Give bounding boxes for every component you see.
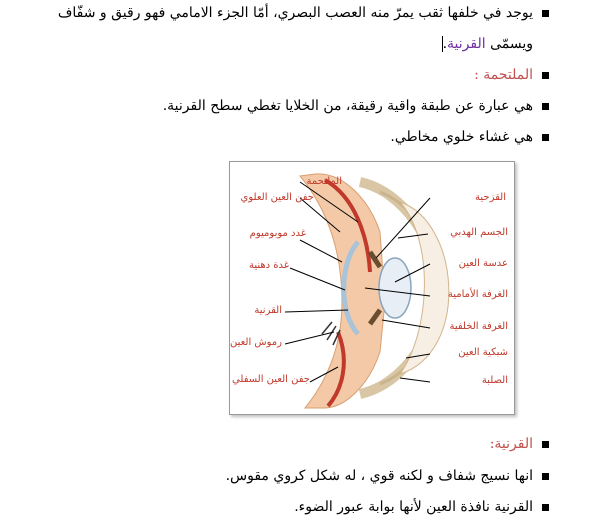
- bullet-icon: [542, 103, 549, 110]
- text-line-1: يوجد في خلفها ثقب يمرّ منه العصب البصري، أمّا الجزء الامامي فهو رقيق و شفّاف: [57, 5, 533, 21]
- figure-label-right-3: عدسة العين: [458, 258, 508, 269]
- bullet-icon: [542, 441, 549, 448]
- heading-cornea-text: القرنية:: [489, 436, 533, 452]
- text-line-2-post: .: [442, 36, 448, 52]
- figure-label-left-5: القرنية: [254, 305, 282, 316]
- bullet-icon: [542, 10, 549, 17]
- figure-label-left-3: غدد موبوميوم: [249, 228, 306, 239]
- figure-label-right-1: القزحية: [475, 192, 506, 203]
- text-line-6: القرنية نافذة العين لأنها بوابة عبور الضوء.: [294, 499, 533, 515]
- text-line-4: هي غشاء خلوي مخاطي.: [390, 129, 533, 145]
- figure-label-left-2: جفن العين العلوي: [240, 192, 314, 203]
- text-line-2-pre: ويسمّى: [490, 36, 533, 52]
- text-line-5: انها نسيج شفاف و لكنه قوي ، له شكل كروي مقوس.: [225, 468, 533, 484]
- figure-label-left-7: جفن العين السفلي: [232, 374, 310, 385]
- figure-label-right-2: الجسم الهدبي: [450, 227, 508, 238]
- text-line-2: [440, 35, 533, 53]
- term-cornea: القرنية: [447, 36, 486, 52]
- eye-diagram-figure: [229, 161, 515, 415]
- figure-label-left-1: الملتحمة: [306, 176, 342, 187]
- figure-label-left-6: رموش العين: [229, 337, 282, 348]
- bullet-icon: [542, 134, 549, 141]
- bullet-icon: [542, 473, 549, 480]
- heading-conjunctiva-text: الملتحمة :: [474, 67, 533, 83]
- figure-label-right-5: الغرفة الخلفية: [449, 321, 508, 332]
- bullet-icon: [542, 72, 549, 79]
- figure-label-left-4: غدة دهنية: [248, 260, 289, 271]
- text-line-3: هي عبارة عن طبقة واقية رقيقة، من الخلايا تغطي سطح القرنية.: [162, 98, 533, 114]
- figure-label-right-7: الصلبة: [481, 375, 508, 386]
- figure-label-right-4: الغرفة الأمامية: [447, 289, 508, 300]
- bullet-icon: [542, 504, 549, 511]
- figure-label-right-6: شبكية العين: [458, 347, 508, 358]
